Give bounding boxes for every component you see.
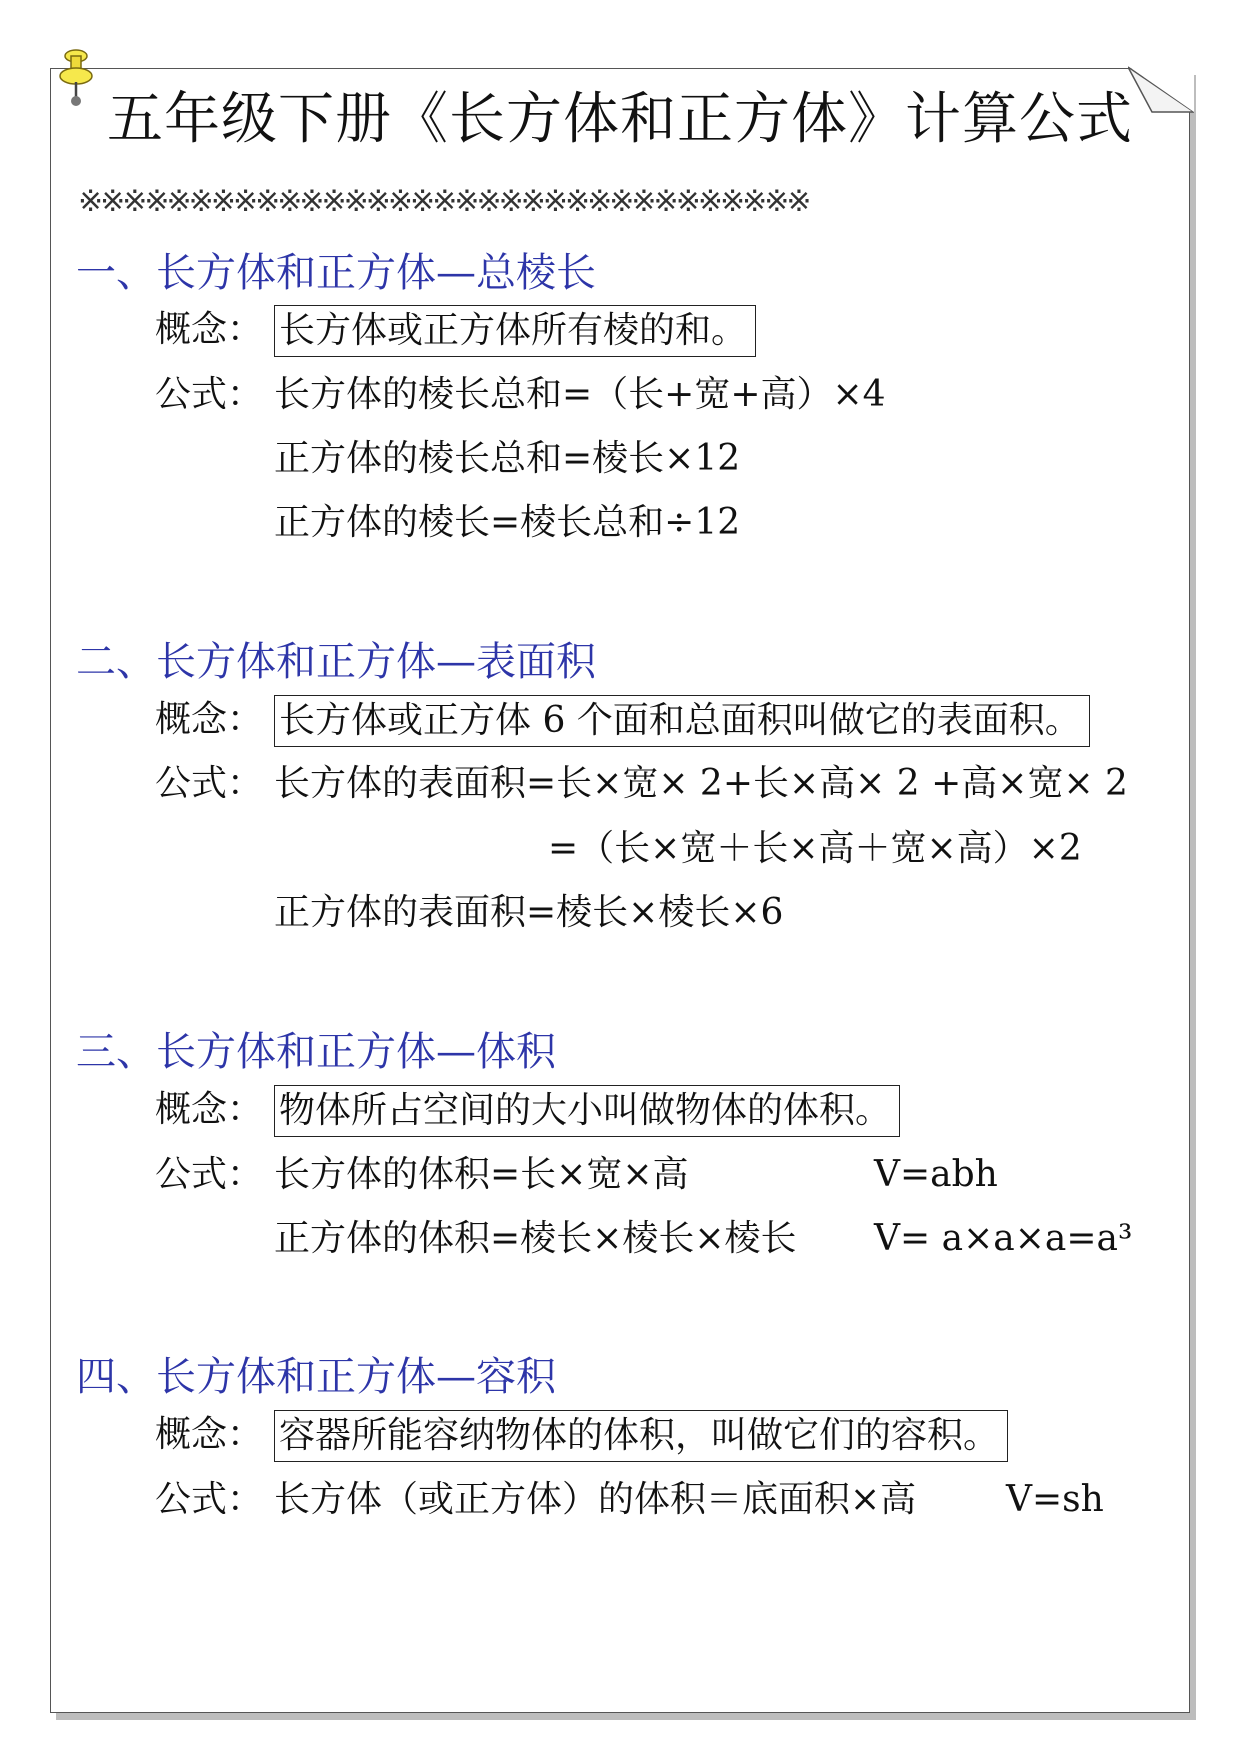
formula-line: 正方体的表面积=棱长×棱长×6 bbox=[274, 892, 784, 933]
formula-line: =（长×宽＋长×高＋宽×高）×2 bbox=[548, 828, 1082, 869]
formula-line: 长方体（或正方体）的体积＝底面积×高 bbox=[274, 1479, 917, 1520]
formula-label: 公式： bbox=[155, 1479, 264, 1520]
concept-box: 长方体或正方体 6 个面和总面积叫做它的表面积。 bbox=[274, 695, 1090, 747]
concept-label: 概念： bbox=[155, 1414, 264, 1455]
section-heading-capacity: 四、长方体和正方体—容积 bbox=[76, 1354, 556, 1400]
concept-box: 容器所能容纳物体的体积，叫做它们的容积。 bbox=[274, 1410, 1008, 1462]
formula-symbol: V= a×a×a=a³ bbox=[874, 1218, 1133, 1259]
section-heading-volume: 三、长方体和正方体—体积 bbox=[76, 1029, 556, 1075]
formula-label: 公式： bbox=[155, 374, 264, 415]
formula-label: 公式： bbox=[155, 1154, 264, 1195]
section-heading-surface-area: 二、长方体和正方体—表面积 bbox=[76, 639, 596, 685]
formula-line: 正方体的体积=棱长×棱长×棱长 bbox=[274, 1218, 797, 1259]
section-heading-perimeter: 一、长方体和正方体—总棱长 bbox=[76, 250, 596, 296]
formula-line: 长方体的表面积=长×宽× 2+长×高× 2 +高×宽× 2 bbox=[274, 763, 1128, 804]
formula-line: 正方体的棱长总和=棱长×12 bbox=[274, 438, 741, 479]
page-title: 五年级下册《长方体和正方体》计算公式 bbox=[107, 87, 1133, 152]
formula-line: 长方体的体积=长×宽×高 bbox=[274, 1154, 689, 1195]
decorative-divider: ※※※※※※※※※※※※※※※※※※※※※※※※※※※※※※※※※ bbox=[78, 184, 809, 219]
concept-label: 概念： bbox=[155, 699, 264, 740]
concept-label: 概念： bbox=[155, 309, 264, 350]
formula-symbol: V=sh bbox=[1006, 1479, 1104, 1520]
concept-box: 长方体或正方体所有棱的和。 bbox=[274, 305, 756, 357]
formula-label: 公式： bbox=[155, 763, 264, 804]
concept-label: 概念： bbox=[155, 1089, 264, 1130]
concept-box: 物体所占空间的大小叫做物体的体积。 bbox=[274, 1085, 900, 1137]
formula-line: 正方体的棱长=棱长总和÷12 bbox=[274, 502, 741, 543]
formula-line: 长方体的棱长总和=（长+宽+高）×4 bbox=[274, 374, 886, 415]
formula-symbol: V=abh bbox=[874, 1154, 998, 1195]
